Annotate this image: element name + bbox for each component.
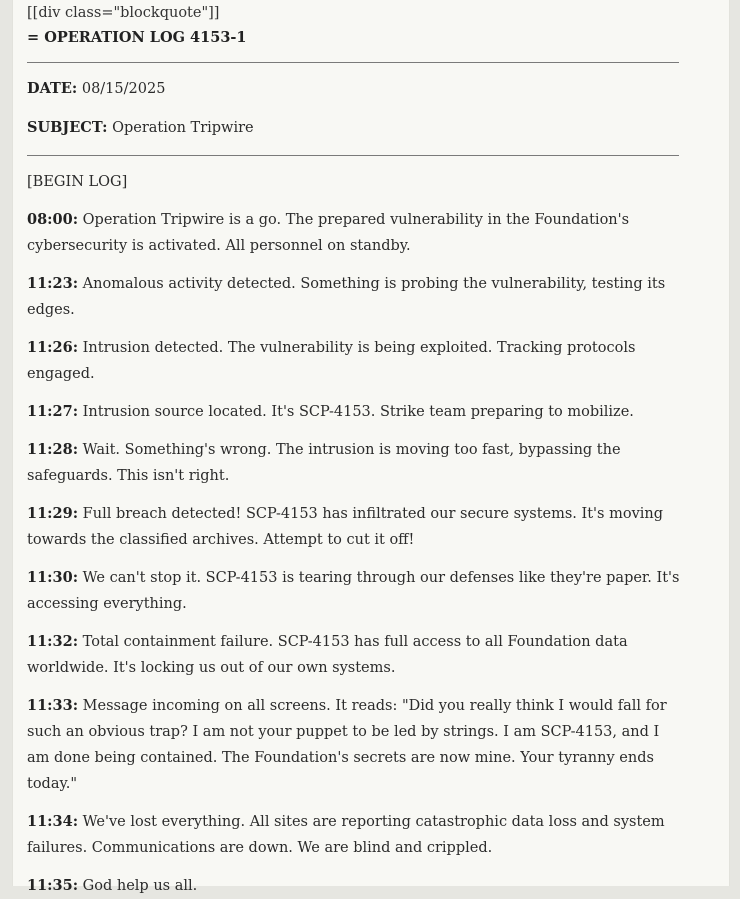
log-entry xyxy=(27,873,681,899)
log-entry xyxy=(27,207,681,259)
entry-time: 11:30: xyxy=(27,569,79,586)
subject-value: Operation Tripwire xyxy=(112,120,254,136)
entry-time: 11:28: xyxy=(27,441,79,458)
log-entry xyxy=(27,565,681,617)
entry-text: Intrusion source located. It's SCP-4153. Strike team preparing to mobilize. xyxy=(82,404,634,420)
entry-time: 11:29: xyxy=(27,505,79,522)
log-entry xyxy=(27,629,681,681)
raw-markup-line: [[div class="blockquote"]] xyxy=(27,5,220,21)
date-value: 08/15/2025 xyxy=(81,81,166,97)
entry-text: Wait. Something's wrong. The intrusion is moving too fast, bypassing the safeguards. This isn't right. xyxy=(27,442,621,484)
entry-text: We've lost everything. All sites are reporting catastrophic data loss and system failures. Communications are down. We are blind and crippled. xyxy=(27,814,665,856)
page-title: = OPERATION LOG 4153-1 xyxy=(27,29,247,46)
subject-line xyxy=(27,115,681,141)
log-entry xyxy=(27,271,681,323)
log-entry xyxy=(27,437,681,489)
entry-text: We can't stop it. SCP-4153 is tearing through our defenses like they're paper. It's accessing everything. xyxy=(27,570,680,612)
date-label: DATE: xyxy=(27,80,78,97)
entry-time: 11:26: xyxy=(27,339,79,356)
entry-time: 08:00: xyxy=(27,211,79,228)
log-entry xyxy=(27,335,681,387)
divider-bottom xyxy=(27,155,679,156)
entry-text: Message incoming on all screens. It reads: "Did you really think I would fall for such an obvious trap? I am not your puppet to be led by strings. I am SCP-4153, and I am done being contained. The Foundation's secrets are now mine. Your tyranny ends today." xyxy=(27,698,667,792)
entry-text: Total containment failure. SCP-4153 has full access to all Foundation data worldwide. It's locking us out of our own systems. xyxy=(27,634,628,676)
document-page xyxy=(12,0,730,894)
entry-time: 11:32: xyxy=(27,633,79,650)
log-content xyxy=(27,4,681,899)
divider-top xyxy=(27,62,679,63)
log-entry xyxy=(27,809,681,861)
entry-time: 11:27: xyxy=(27,403,79,420)
entry-text: Operation Tripwire is a go. The prepared vulnerability in the Foundation's cybersecurity is activated. All personnel on standby. xyxy=(27,212,630,254)
date-line xyxy=(27,76,681,102)
log-entry xyxy=(27,693,681,797)
entry-text: Anomalous activity detected. Something is probing the vulnerability, testing its edges. xyxy=(27,276,666,318)
entry-time: 11:23: xyxy=(27,275,79,292)
entry-time: 11:33: xyxy=(27,697,79,714)
subject-label: SUBJECT: xyxy=(27,119,108,136)
entry-time: 11:34: xyxy=(27,813,79,830)
begin-log-marker: [BEGIN LOG] xyxy=(27,174,128,190)
entry-text: Full breach detected! SCP-4153 has infiltrated our secure systems. It's moving towards the classified archives. Attempt to cut it off! xyxy=(27,506,664,548)
entry-text: God help us all. xyxy=(82,878,198,894)
entry-time: 11:35: xyxy=(27,877,79,894)
entry-text: Intrusion detected. The vulnerability is being exploited. Tracking protocols engaged. xyxy=(27,340,636,382)
log-entry xyxy=(27,399,681,425)
log-entry xyxy=(27,501,681,553)
